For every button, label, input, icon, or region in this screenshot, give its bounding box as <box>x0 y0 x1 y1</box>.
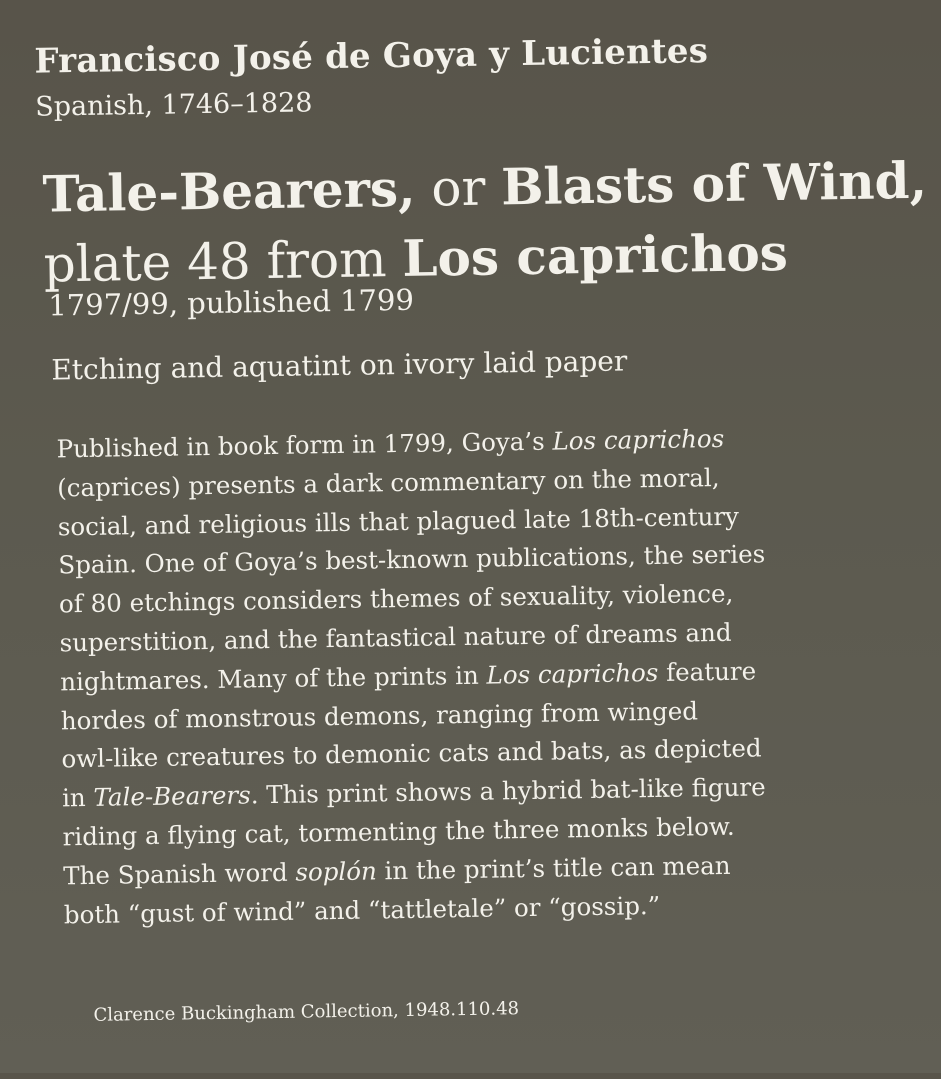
artwork-title-line-1 <box>42 146 927 230</box>
text-run: nightmares. Many of the prints in <box>60 660 487 697</box>
text-run: hordes of monstrous demons, ranging from winged <box>60 695 699 735</box>
italic-run: Los caprichos <box>552 423 725 456</box>
text-run: riding a flying cat, tormenting the three monks below. <box>62 811 735 852</box>
text-run: social, and religious ills that plagued late 18th-century <box>57 501 740 541</box>
text-run: (caprices) presents a dark commentary on the moral, <box>56 462 720 503</box>
text-run: in <box>61 783 94 813</box>
title-series: Los caprichos <box>401 222 789 288</box>
text-run: Published in book form in 1799, Goya’s <box>56 426 553 464</box>
italic-run: Tale-Bearers <box>93 780 251 813</box>
text-run: Spain. One of Goya’s best-known publications, the series <box>58 539 766 580</box>
artist-name: Francisco José de Goya y Lucientes <box>34 31 709 82</box>
description-text <box>56 419 784 935</box>
italic-run: Los caprichos <box>486 657 659 690</box>
text-run: owl-like creatures to demonic cats and bats, as depicted <box>61 733 762 774</box>
artwork-date: 1797/99, published 1799 <box>48 282 415 323</box>
text-run: both “gust of wind” and “tattletale” or “gossip.” <box>63 890 661 929</box>
text-run: . This print shows a hybrid bat-like figure <box>250 772 766 810</box>
title-part-2: Blasts of Wind, <box>500 150 928 217</box>
artist-nationality-dates: Spanish, 1746–1828 <box>34 87 313 123</box>
italic-run: soplón <box>295 856 377 887</box>
text-run: feature <box>658 656 757 687</box>
text-run: of 80 etchings considers themes of sexuality, violence, <box>58 578 734 619</box>
artwork-title <box>42 146 929 300</box>
credit-line: Clarence Buckingham Collection, 1948.110.48 <box>93 998 520 1026</box>
title-connector: or <box>414 158 502 218</box>
title-part-1: Tale-Bearers, <box>42 158 416 224</box>
text-run: superstition, and the fantastical nature of dreams and <box>59 617 732 658</box>
text-run: The Spanish word <box>63 857 296 891</box>
title-line-2-prefix: plate 48 from <box>43 229 403 294</box>
text-run: in the print’s title can mean <box>376 850 731 886</box>
artwork-medium: Etching and aquatint on ivory laid paper <box>51 344 628 387</box>
